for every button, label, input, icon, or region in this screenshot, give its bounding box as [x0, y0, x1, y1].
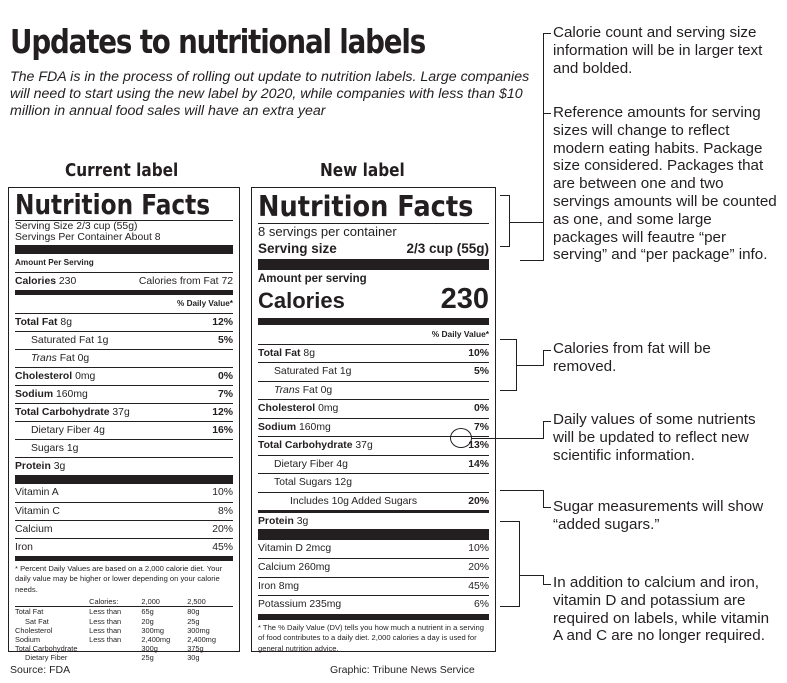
- current-servings-per: Servings Per Container About 8: [15, 232, 161, 243]
- row-label: Cholesterol: [15, 371, 73, 382]
- row-amount: 37g: [112, 407, 130, 418]
- vitamin-dv: 8%: [217, 506, 233, 517]
- row-label: Dietary Fiber: [31, 425, 91, 436]
- row-amount: 1g: [66, 443, 79, 454]
- table-cell: Less than: [89, 625, 122, 635]
- row-label: Sodium: [15, 389, 54, 400]
- current-dv-header-text: % Daily Value*: [177, 299, 233, 308]
- current-row-sat-fat: [15, 331, 233, 349]
- table-cell: 30g: [187, 653, 200, 663]
- connector-line-fat: [517, 365, 543, 366]
- current-row-protein: [15, 457, 233, 475]
- table-cell: 2,400mg: [187, 635, 216, 645]
- current-dv-table: [15, 597, 233, 662]
- note-added-sugars: Sugar measurements will show “added sugars.”: [553, 498, 764, 533]
- new-calories-row: [258, 283, 489, 315]
- table-row: [15, 635, 233, 644]
- table-header-row: [15, 597, 233, 607]
- row-amount: 1g: [96, 335, 109, 346]
- row-dv: 0%: [473, 403, 489, 414]
- new-footnote: * The % Daily Value (DV) tells you how much a nutrient in a serving of food contributes to a daily diet. 2,000 calories a day is used for general nutrition advice.: [258, 622, 484, 654]
- vitamin-dv: 20%: [212, 524, 233, 535]
- vitamin-dv: 10%: [212, 487, 233, 498]
- current-row-total-fat: [15, 313, 233, 331]
- row-dv: 7%: [217, 389, 233, 400]
- row-amount: 37g: [355, 440, 373, 451]
- bracket-vitamins: [500, 521, 520, 607]
- new-amount-per: Amount per serving: [258, 273, 367, 285]
- current-amount-per-text: Amount Per Serving: [15, 258, 94, 267]
- row-label: Sodium: [258, 421, 297, 433]
- new-calcium: [258, 558, 489, 577]
- current-calories-fat: Calories from Fat 72: [138, 276, 233, 287]
- row-dv: 16%: [212, 425, 233, 436]
- connector-tick-vitamins: [543, 584, 551, 585]
- table-cell: 25g: [187, 616, 200, 626]
- new-vitamin-d: [258, 540, 489, 559]
- connector-tick-dv: [543, 421, 551, 422]
- table-cell: 2,500: [187, 597, 206, 607]
- current-row-sugars: [15, 439, 233, 457]
- connector-line-serving-h: [520, 260, 544, 261]
- current-row-carb: [15, 403, 233, 421]
- new-label-title: New label: [320, 160, 405, 181]
- vitamin-dv: 45%: [468, 580, 489, 592]
- table-cell: 65g: [141, 607, 154, 617]
- table-cell: 375g: [187, 644, 204, 654]
- new-dv-header-text: % Daily Value*: [431, 329, 489, 339]
- bracket-fat: [500, 339, 517, 391]
- intro-text: The FDA is in the process of rolling out update to nutrition labels. Large companies will need to start using the new label by 2020, while companies with less than $10 million in annual food sales will have an extra year: [10, 69, 530, 119]
- row-label: Dietary Fiber: [274, 458, 334, 470]
- new-row-added-sugars: [258, 492, 489, 511]
- row-amount: 4g: [336, 458, 348, 470]
- new-dv-header: [258, 325, 489, 344]
- table-cell: Cholesterol: [15, 625, 53, 635]
- graphic-credit: Graphic: Tribune News Service: [330, 664, 475, 676]
- current-thick-bar: [15, 245, 233, 254]
- new-iron: [258, 577, 489, 596]
- table-cell: 20g: [141, 616, 154, 626]
- table-cell: [89, 644, 141, 653]
- connector-line-serving: [543, 113, 544, 261]
- row-dv: 10%: [468, 347, 489, 359]
- row-amount: 3g: [53, 461, 66, 472]
- connector-line-vitamins: [520, 575, 543, 576]
- row-dv: 0%: [217, 371, 233, 382]
- current-serving-size: Serving Size 2/3 cup (55g): [15, 220, 233, 232]
- note-calorie-count: Calorie count and serving size information will be in larger text and bolded.: [553, 24, 763, 77]
- current-footnote: * Percent Daily Values are based on a 2,000 calorie diet. Your daily value may be higher or lower depending on your calorie needs.: [15, 564, 223, 594]
- table-cell: Sodium: [15, 635, 41, 645]
- row-label: Total Carbohydrate: [15, 407, 110, 418]
- table-cell: Dietary Fiber: [25, 653, 68, 663]
- current-row-sodium: [15, 385, 233, 403]
- row-label: Protein: [15, 461, 51, 472]
- row-label: Sugars: [31, 443, 64, 454]
- table-row: [15, 644, 233, 653]
- highlight-circle: [450, 428, 472, 448]
- current-amount-per: [15, 254, 233, 272]
- row-label: Saturated Fat: [31, 335, 94, 346]
- new-nf-title: Nutrition Facts: [258, 190, 474, 223]
- vitamin-dv: 20%: [468, 562, 489, 573]
- current-vitamin-c: [15, 502, 233, 520]
- table-row: [15, 653, 233, 662]
- new-row-total-fat: [258, 344, 489, 363]
- source-credit: Source: FDA: [10, 664, 71, 676]
- row-amount: 12g: [334, 477, 352, 488]
- headline: Updates to nutritional labels: [10, 22, 426, 61]
- row-dv: 5%: [217, 335, 233, 346]
- row-label: Cholesterol: [258, 403, 316, 414]
- new-row-trans-fat: [258, 381, 489, 400]
- row-amount: 160mg: [299, 421, 331, 433]
- table-cell: 300mg: [187, 625, 210, 635]
- vitamin-dv: 10%: [468, 542, 489, 554]
- new-row-fiber: [258, 455, 489, 474]
- new-nutrition-label: [251, 187, 496, 652]
- current-calcium: [15, 520, 233, 538]
- vitamin-label: Vitamin C: [15, 506, 60, 517]
- table-cell: 80g: [187, 607, 200, 617]
- vitamin-dv: 45%: [212, 542, 233, 553]
- row-label: Total Carbohydrate: [258, 440, 353, 451]
- connector-line-dv: [472, 438, 543, 439]
- table-cell: Less than: [89, 635, 122, 645]
- table-cell: 300g: [141, 644, 158, 654]
- table-cell: Total Fat: [15, 607, 44, 617]
- new-calories-value: 230: [440, 283, 489, 315]
- table-cell: 300mg: [141, 625, 165, 635]
- table-cell: Less than: [89, 616, 122, 626]
- current-calories-value: 230: [58, 276, 77, 287]
- row-amount: 8g: [303, 347, 315, 359]
- table-row: [15, 617, 233, 626]
- row-label: Total Sugars: [274, 477, 332, 488]
- current-calories-row: [15, 272, 233, 290]
- current-calories-label: Calories: [15, 276, 57, 287]
- connector-line-sugar: [500, 490, 543, 491]
- connector-tick-fat: [543, 350, 551, 351]
- vitamin-label: Calcium: [15, 524, 53, 535]
- current-iron: [15, 538, 233, 556]
- row-label: Trans: [31, 353, 57, 364]
- connector-line-dv-v: [543, 421, 544, 439]
- table-cell: [89, 653, 141, 662]
- row-dv: 14%: [468, 458, 489, 470]
- row-dv: 5%: [473, 366, 489, 377]
- row-amount: 0mg: [75, 371, 96, 382]
- connector-tick-calories: [543, 33, 551, 34]
- table-cell: Calories:: [89, 597, 119, 607]
- row-label: Protein: [258, 516, 294, 527]
- row-amount: 3g: [296, 516, 309, 527]
- new-mid-bar: [258, 318, 489, 325]
- table-cell: [15, 597, 89, 607]
- row-label: Trans: [274, 384, 300, 396]
- current-label-title: Current label: [65, 160, 179, 181]
- row-amount: 4g: [93, 425, 105, 436]
- new-row-protein: [258, 510, 489, 529]
- table-cell: 25g: [141, 653, 154, 663]
- row-label: Total Fat: [258, 347, 301, 359]
- row-amount: 1g: [339, 366, 352, 377]
- connector-tick-sugar: [543, 507, 551, 508]
- new-row-sat-fat: [258, 362, 489, 381]
- connector-tick-serving: [543, 113, 551, 114]
- new-serving-size-row: [258, 240, 489, 257]
- connector-line-fat-v: [543, 350, 544, 366]
- table-row: [15, 626, 233, 635]
- current-nf-title: Nutrition Facts: [15, 188, 211, 221]
- row-amount: Fat 0g: [59, 353, 90, 364]
- new-serving-size-value: 2/3 cup (55g): [406, 241, 489, 256]
- vitamin-label: Vitamin D 2mcg: [258, 542, 332, 554]
- current-vitamin-a: [15, 484, 233, 502]
- vitamin-label: Calcium 260mg: [258, 562, 331, 573]
- new-serving-size-label: Serving size: [258, 241, 337, 256]
- row-amount: Fat 0g: [302, 384, 333, 396]
- table-cell: 2,400mg: [141, 635, 171, 645]
- vitamin-label: Iron 8mg: [258, 580, 300, 592]
- new-thick-bar: [258, 259, 489, 270]
- vitamin-label: Iron: [15, 542, 33, 553]
- row-dv: 12%: [212, 407, 233, 418]
- table-cell: Total Carbohydrate: [15, 644, 78, 654]
- row-amount: 160mg: [56, 389, 88, 400]
- row-dv: 12%: [212, 317, 233, 328]
- row-label: Saturated Fat: [274, 366, 337, 377]
- new-servings-per: 8 servings per container: [258, 223, 489, 240]
- row-label: Total Fat: [15, 317, 58, 328]
- note-calories-fat: Calories from fat will be removed.: [553, 340, 711, 375]
- vitamin-label: Vitamin A: [15, 487, 59, 498]
- connector-line-calories-h: [510, 222, 544, 223]
- note-daily-values: Daily values of some nutrients will be updated to reflect new scientific information.: [553, 411, 756, 464]
- table-cell: Sat Fat: [25, 616, 49, 626]
- current-row-cholesterol: [15, 367, 233, 385]
- vitamin-label: Potassium 235mg: [258, 599, 342, 610]
- row-label: Includes 10g Added Sugars: [290, 495, 418, 507]
- note-vitamins: In addition to calcium and iron, vitamin D and potassium are required on labels, while vitamin A and C are no longer required.: [553, 574, 770, 645]
- new-potassium: [258, 595, 489, 614]
- row-dv: 13%: [468, 440, 489, 451]
- new-row-cholesterol: [258, 399, 489, 418]
- row-amount: 0mg: [318, 403, 339, 414]
- table-row: [15, 607, 233, 617]
- connector-line-sugar-v: [543, 490, 544, 508]
- row-dv: 20%: [468, 495, 489, 507]
- current-vitamin-bar: [15, 475, 233, 484]
- new-calories-label: Calories: [258, 288, 345, 313]
- current-row-fiber: [15, 421, 233, 439]
- note-serving-sizes: Reference amounts for serving sizes will change to reflect modern eating habits. Package size considered. Packages that are between one and two servings amounts will be counted as one, and some large packages will feautre “per serving” and “per package” info.: [553, 104, 777, 264]
- current-row-trans-fat: [15, 349, 233, 367]
- new-row-total-sugars: [258, 473, 489, 492]
- table-cell: Less than: [89, 607, 122, 617]
- row-amount: 8g: [60, 317, 72, 328]
- bracket-calories: [500, 195, 510, 247]
- current-nutrition-label: [8, 187, 240, 663]
- vitamin-dv: 6%: [473, 599, 489, 610]
- current-dv-header: [15, 295, 233, 313]
- table-cell: 2,000: [141, 597, 160, 607]
- row-dv: 7%: [473, 421, 489, 433]
